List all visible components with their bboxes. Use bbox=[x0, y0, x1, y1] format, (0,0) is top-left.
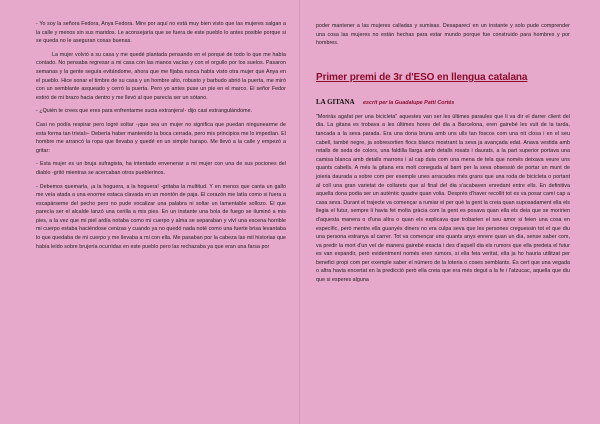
section-heading: Primer premi de 3r d'ESO en llengua catalana bbox=[316, 71, 528, 83]
paragraph: La mujer volvió a su casa y me quedé plantada pensando en el porqué de todo lo que me había contado. No pensaba regresar a mi casa con las manos vacías y con el orgullo por los suelos. Pasaron semanas y la gente seguía evitándome, ahora que me fijaba nunca había visto otra mujer que Anya en el pueblo. Hice sonar el timbre de su casa y un hombre alto, robusto y barbudo abrió la puerta, me miró con un semblante asqueado y cerró la puerta. Pero yo antes puse un pie en el marco. El señor Fedor estiró de mi brazo hacia dentro y me llevó al que parecía ser un sótano. bbox=[36, 51, 286, 101]
paragraph: - Yo soy la señora Fedora, Anya Fedora. Mire por aquí no está muy bien visto que las mujeres salgan a la calle y menos sin sus maridos. Le aconsejaría que se fuera de este pueblo lo antes posible porque si se queda no le aseguran cosas buenas. bbox=[36, 21, 286, 45]
right-page bbox=[300, 0, 600, 424]
paragraph: - ¿Quién te crees que eres para enfrentarme sucia extranjera!- dijo casi estrangulándome. bbox=[36, 108, 253, 115]
story-title: LA GITANA bbox=[316, 97, 355, 106]
paragraph: - Esta mujer es un bruja sufragista, ha intentado envenenar a mi mujer con una de sus pociones del diablo -gritó mientras se acercaban otros pueblerinos. bbox=[36, 161, 286, 176]
paragraph: "Morirás agafat per una bicicleta" aquestes van ser les últimes paraules que li va dir el darrer client del dia. La gitana es trobava a les últimes hores del dia a Barcelona, eren gairebé les vuit de la tarda, tancada a la seva parada. Era una dona bruna amb uns ulls tan foscos com una nit closa i en el seu cabell, també negre, ja sobresortien flocs blancs mostrant la seva ja avançada edat. Anava vestida amb retalls de seda de colors, una faldilla llarga amb detalls rosats i daurats, a la part superior portava una camisa blanca amb detalls marrons i al cap duia com una mena de tela que només deixava veure uns quants cabells. A més la gitana era molt coneguda al barri per la seva obsessió de portar un munt de joieria daurada a sobre com per exemple unes arracades més grans que una roda de bicicleta o portant al coll una gran varietat de collarets que al final del dia s'acabaven enredant entre ells. En definitiva aquella dona podia ser un autèntic quadre quan volia. Després d'haver recollit tot es va posar camí cap a casa seva. Durant el trajecte va començar a rumiar el per què la gent la creia quan suposadament ella els llegia el futur, sempre li havia fet molta gràcia com la gent es posava quan ella els deia que se moririen d'aquesta manera o d'una altra o quan els explicava que trobarien el seu amor si feien una cosa en específic, però mentre ella guanyés diners no era culpa seva que les persones creguessin tot el que diu una persona estranya al carrer. Tot va començar uns quants anys enrere quan un dia, sense saber com, va predir la mort d'un veí de manera gairebé exacta i des d'aquell dia els rumors que ella predeia el futur es van expandir, però evidentment només eren rumors, si ella feia veritat, ella ja ho hauria utilitzat per benefici propi com per exemple saber el número de la loteria o coses semblants. És cert que una vegada o altra havia encertat en la predicció però ella creia que era més degut a la fe i l'atzucac, aquella que diu que si esperes alguna bbox=[316, 113, 570, 284]
story-continuation bbox=[316, 22, 570, 48]
paragraph: - Debemos quemarla, ¡a la hoguera, a la hoguera! -gritaba la multitud. Y en menos que canta un gallo me veía atada a una enorme estaca clavada en un montón de paja. El corazón me latía como si fuera a escapárseme del pecho pero no pude vocalizar una palabra ni soltar un lamentable sollozo. El que parecía ser el alcalde lanzó una cerilla a mis pies. En un instante una bola de fuego se iluminó a mis pies, a la vez que mi piel ardía notaba como mi cuerpo y alma se separaban y viví una escena horrible mi cuerpo estaba haciéndose cenizas y cuando ya no quedó nada noté como una fuerte brisa levantaba lo que quedaba de mi cuerpo y me llevaba a mi con ella. Me pasaban por la cabeza las mil historias que había leído sobre brujería ocurridas en este pueblo pero las rechazaba ya que eran una farsa por bbox=[36, 183, 286, 250]
paragraph: Casi no podía respirar pero logré soltar -¡que sea un mujer no significa que puedan ningunearme de esta forma tan trivial»- Debería haber mantenido la boca cerrada, pero mis principios me lo impedían. El hombre me arrancó la ropa que llevaba y quedé en un simple harapo. Me llevó a la calle y empezó a gritar: bbox=[36, 121, 286, 154]
story-author: escrit per la Guadalupe Patti Cortés bbox=[363, 99, 455, 106]
story-header bbox=[316, 95, 570, 108]
paragraph: poder mantener a las mujeres calladas y sumisas. Desaparecí en un instante y solo pude comprender una cosa las mujeres no están hechas para estar mundo porque fue construido para hombres y por hombres. bbox=[316, 23, 570, 47]
